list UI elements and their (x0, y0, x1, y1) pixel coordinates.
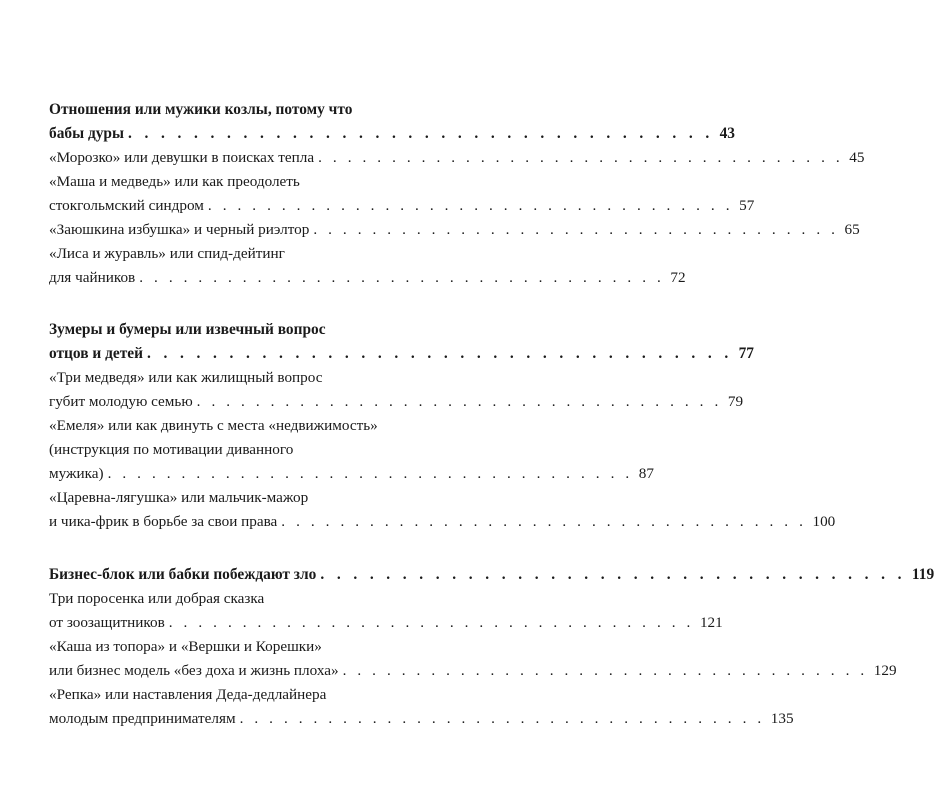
toc-entry-line: «Три медведя» или как жилищный вопрос (49, 369, 323, 386)
toc-entry: «Морозко» или девушки в поисках тепла . . . . . . . . . . . . . . . . . . . . . . . . . . . . . . . . . . . . 45 (49, 146, 425, 170)
page-number: 121 (699, 614, 723, 631)
toc-entry-line: «Маша и медведь» или как преодолеть (49, 173, 300, 190)
dot-leader: . . . . . . . . . . . . . . . . . . . . . . . . . . . . . . . . . . . . (196, 393, 722, 410)
toc-entry: губит молодую семью . . . . . . . . . . . . . . . . . . . . . . . . . . . . . . . . . . . . 79 (49, 390, 425, 414)
toc-entry: мужика) . . . . . . . . . . . . . . . . . . . . . . . . . . . . . . . . . . . . 87 (49, 462, 425, 486)
dot-leader: . . . . . . . . . . . . . . . . . . . . . . . . . . . . . . . . . . . . (168, 614, 694, 631)
page-number: 100 (812, 513, 836, 530)
section-heading-entry: бабы дуры . . . . . . . . . . . . . . . . . . . . . . . . . . . . . . . . . . . . 43 (49, 122, 425, 146)
dot-leader: . . . . . . . . . . . . . . . . . . . . . . . . . . . . . . . . . . . . (313, 221, 839, 238)
toc-entry-line: «Репка» или наставления Деда-дедлайнера (49, 686, 327, 703)
dot-leader: . . . . . . . . . . . . . . . . . . . . . . . . . . . . . . . . . . . . (128, 125, 714, 142)
page-number: 65 (844, 221, 860, 238)
page-number: 119 (911, 566, 934, 583)
toc-entry: стокгольмский синдром . . . . . . . . . . . . . . . . . . . . . . . . . . . . . . . . . . . . 57 (49, 194, 425, 218)
page-number: 43 (719, 125, 735, 142)
dot-leader: . . . . . . . . . . . . . . . . . . . . . . . . . . . . . . . . . . . . (207, 197, 734, 214)
section-heading-entry: отцов и детей . . . . . . . . . . . . . . . . . . . . . . . . . . . . . . . . . . . . 77 (49, 342, 425, 366)
page-number: 57 (739, 197, 755, 214)
dot-leader: . . . . . . . . . . . . . . . . . . . . . . . . . . . . . . . . . . . . (139, 269, 665, 286)
dot-leader: . . . . . . . . . . . . . . . . . . . . . . . . . . . . . . . . . . . . (146, 345, 733, 362)
section-heading: Отношения или мужики козлы, потому что (49, 101, 353, 118)
page-number: 77 (738, 345, 754, 362)
toc-entry-line: «Лиса и журавль» или спид-дейтинг (49, 245, 285, 262)
dot-leader: . . . . . . . . . . . . . . . . . . . . . . . . . . . . . . . . . . . . (239, 710, 765, 727)
toc-entry: и чика-фрик в борьбе за свои права . . . . . . . . . . . . . . . . . . . . . . . . . . . . . . . . . . . . 100 (49, 510, 425, 534)
page-number: 129 (873, 662, 897, 679)
toc-entry-line: «Каша из топора» и «Вершки и Корешки» (49, 638, 322, 655)
toc-entry-line: «Емеля» или как двинуть с места «недвижимость» (49, 417, 378, 434)
dot-leader: . . . . . . . . . . . . . . . . . . . . . . . . . . . . . . . . . . . . (281, 513, 807, 530)
page-number: 135 (770, 710, 794, 727)
section-heading-entry: Бизнес-блок или бабки побеждают зло . . . . . . . . . . . . . . . . . . . . . . . . . . . . . . . . . . . . 119 (49, 563, 425, 587)
toc-entry-line: (инструкция по мотивации диванного (49, 441, 294, 458)
dot-leader: . . . . . . . . . . . . . . . . . . . . . . . . . . . . . . . . . . . . (318, 149, 844, 166)
toc-entry: или бизнес модель «без доха и жизнь плоха» . . . . . . . . . . . . . . . . . . . . . . . . . . . . . . . . . . . . 129 (49, 659, 425, 683)
toc-entry-line: «Царевна-лягушка» или мальчик-мажор (49, 489, 309, 506)
dot-leader: . . . . . . . . . . . . . . . . . . . . . . . . . . . . . . . . . . . . (342, 662, 868, 679)
page-number: 79 (727, 393, 744, 410)
page-number: 87 (638, 465, 654, 482)
dot-leader: . . . . . . . . . . . . . . . . . . . . . . . . . . . . . . . . . . . . (107, 465, 633, 482)
toc-entry: от зоозащитников . . . . . . . . . . . . . . . . . . . . . . . . . . . . . . . . . . . . 121 (49, 611, 425, 635)
toc-entry: для чайников . . . . . . . . . . . . . . . . . . . . . . . . . . . . . . . . . . . . 72 (49, 266, 425, 290)
toc-entry-line: Три поросенка или добрая сказка (49, 590, 265, 607)
section-heading: Зумеры и бумеры или извечный вопрос (49, 321, 326, 338)
page-number: 72 (670, 269, 686, 286)
toc-entry: молодым предпринимателям . . . . . . . . . . . . . . . . . . . . . . . . . . . . . . . . . . . . 135 (49, 707, 425, 731)
toc-entry: «Заюшкина избушка» и черный риэлтор . . . . . . . . . . . . . . . . . . . . . . . . . . . . . . . . . . . . 65 (49, 218, 425, 242)
dot-leader: . . . . . . . . . . . . . . . . . . . . . . . . . . . . . . . . . . . . (320, 566, 906, 583)
page-number: 45 (849, 149, 865, 166)
